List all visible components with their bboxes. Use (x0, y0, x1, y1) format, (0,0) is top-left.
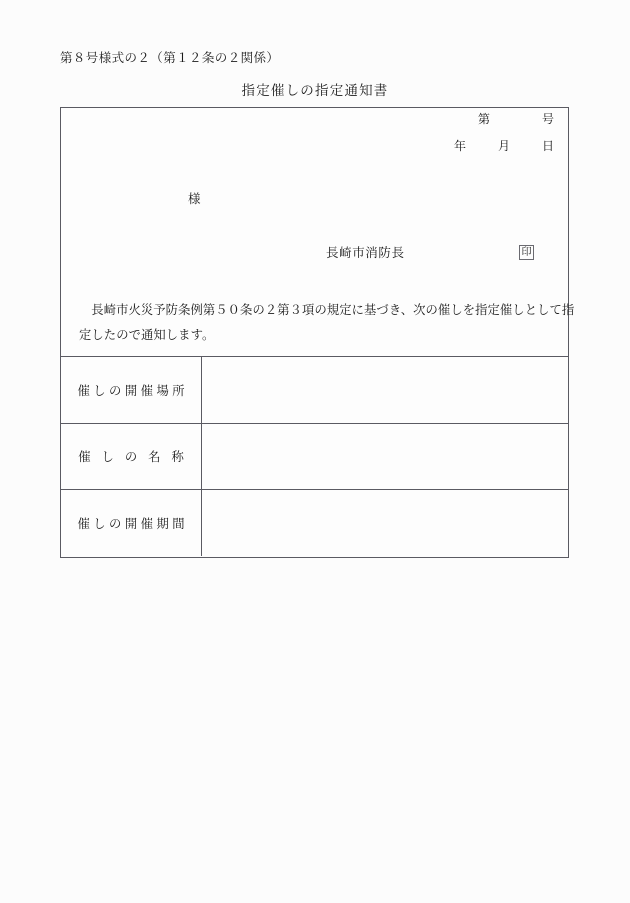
issuer-name: 長崎市消防長 (326, 245, 405, 260)
row-label-period (61, 490, 202, 557)
row-label-period-text: 催しの開催期間 (77, 517, 189, 531)
date-month-label: 月 (497, 139, 510, 153)
date-year-label: 年 (453, 139, 466, 153)
body-line-1: 長崎市火災予防条例第５０条の２第３項の規定に基づき、次の催しを指定催しとして指 (91, 303, 575, 317)
table-row (61, 490, 568, 557)
issuer-line (326, 243, 556, 261)
document-number-label: 第 (477, 112, 490, 126)
document-date-line (454, 137, 554, 154)
document-number-line (478, 110, 554, 127)
row-value-venue[interactable] (202, 357, 569, 424)
table-row (61, 357, 568, 424)
event-details-table (61, 356, 568, 556)
page-title: 指定催しの指定通知書 (241, 83, 389, 99)
form-code-label: 第８号様式の２（第１２条の２関係） (60, 50, 280, 65)
row-label-venue-text: 催しの開催場所 (77, 383, 189, 398)
notice-body-text (61, 298, 575, 348)
date-day-label: 日 (541, 139, 554, 153)
row-value-event-name[interactable] (202, 423, 569, 490)
addressee-honorific: 様 (188, 191, 201, 206)
notice-header-area (61, 108, 575, 356)
row-label-event-name (61, 423, 202, 490)
table-row (61, 423, 568, 490)
body-line-2: 定したので通知します。 (79, 328, 215, 342)
row-label-event-name-text: 催しの名称 (78, 450, 195, 465)
seal-stamp-icon: 印 (519, 245, 534, 260)
notice-form-box (60, 107, 575, 558)
document-number-unit: 号 (541, 112, 554, 126)
row-value-period[interactable] (202, 490, 569, 557)
row-label-venue (61, 357, 202, 424)
